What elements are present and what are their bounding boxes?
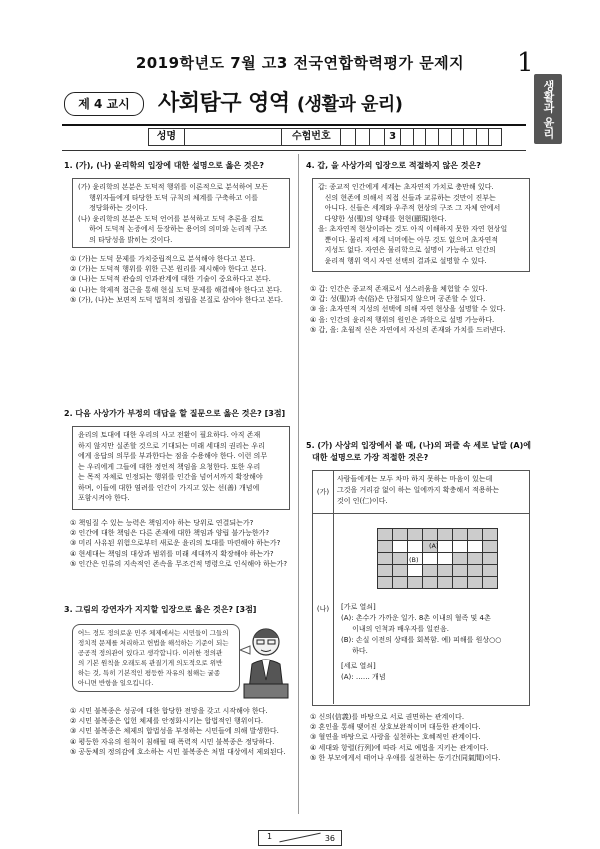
page-number: 1 <box>517 48 534 78</box>
q5-clue-line: 이내의 인척과 배우자를 일컫음. <box>341 625 449 633</box>
q3-speech-bubble <box>72 624 240 692</box>
q2-line: 윤리의 토대에 대한 우리의 사고 전환이 필요하다. 아직 존재 <box>78 431 261 439</box>
id-row <box>148 128 502 146</box>
subject-sub: (생활과 윤리) <box>296 94 403 115</box>
q3-line: 어느 정도 정의로운 민주 체제에서는 시민들이 그들의 <box>78 629 229 637</box>
q4-options <box>310 284 505 335</box>
q4-line: 뿐이다. 물리적 세계 너머에는 아무 것도 없으며 초자연적 <box>318 235 499 244</box>
session-badge: 제 4 교시 <box>64 92 144 116</box>
q1-title: 1. (가), (나) 윤리학의 입장에 대한 설명으로 옳은 것은? <box>64 161 265 170</box>
q5-title-line-1: 5. (가) 사상의 입장에서 볼 때, (나)의 퍼즐 속 세로 낱말 (A)에 <box>306 441 531 450</box>
q4-line: 윤리적 행위 역시 자연 선택의 결과로 설명할 수 있다. <box>318 256 487 265</box>
q4-passage <box>312 178 530 272</box>
q3-option-4[interactable]: ④ 평등한 자유의 원칙이 침해될 때 폭력적 시민 불복종은 정당하다. <box>70 737 275 746</box>
q1-option-1[interactable]: ① (가)는 도덕 문제를 가치중립적으로 분석해야 한다고 본다. <box>70 255 256 263</box>
q3-line: 공공적 정의관이 있다고 생각합니다. 이러한 정의관 <box>78 649 223 657</box>
q5-ga-line: 그것을 거리감 없이 하는 일에까지 확충해서 적용하는 <box>337 486 500 494</box>
q2-options <box>70 518 287 569</box>
q3-title: 3. 그림의 강연자가 지지할 입장으로 옳은 것은? [3점] <box>64 605 257 614</box>
q2-option-1[interactable]: ① 책임질 수 있는 능력은 책임지야 하는 당위로 연결되는가? <box>70 519 254 527</box>
exam-no-digit: 3 <box>385 129 401 145</box>
q1-passage <box>72 178 290 248</box>
q5-title-line-2: 대한 설명으로 가장 적절한 것은? <box>312 453 429 462</box>
q1-line: 의 타당성을 밝히는 것이다. <box>78 235 173 244</box>
exam-title: 2019학년도 7월 고3 전국연합학력평가 문제지 <box>135 54 465 72</box>
crossword-grid <box>377 528 498 589</box>
q1-option-5[interactable]: ⑤ (가), (나)는 보편적 도덕 법칙의 정립을 본질로 삼아야 한다고 본다. <box>70 295 283 304</box>
q5-ga-line: 것이 인(仁)이다. <box>337 497 388 505</box>
q4-line: 을: 초자연적 현상이라는 것도 아직 이해하지 못한 자연 현상일 <box>318 225 508 233</box>
exam-no-cell[interactable] <box>489 129 501 145</box>
q4-line: 갑: 종교적 인간에게 세계는 초자연적 가치로 충만해 있다. <box>318 183 494 191</box>
q5-option-5[interactable]: ⑤ 한 부모에게서 태어나 우애를 실천하는 동기간(同氣間)이다. <box>310 753 501 762</box>
q3-options <box>70 706 286 757</box>
q2-line: 하며, 이들에 대한 염려를 인간이 가지고 있는 선(善) 개념에 <box>78 483 260 492</box>
exam-no-cell[interactable] <box>401 129 414 145</box>
exam-no-cell[interactable] <box>464 129 477 145</box>
q4-option-5[interactable]: ⑤ 갑, 을: 초월적 신은 자연에서 자신의 존재와 가치를 드러낸다. <box>310 325 506 334</box>
q5-na-label: (나) <box>313 514 334 704</box>
q2-title: 2. 다음 사상가가 부정의 대답을 할 질문으로 옳은 것은? [3점] <box>64 409 286 418</box>
q4-line: 지성도 없다. 자연은 물리학으로 설명이 가능하고 인간의 <box>318 246 496 254</box>
footer-page: 1 <box>267 832 273 841</box>
q5-na-box <box>312 514 530 706</box>
footer-total: 36 <box>324 834 335 843</box>
q5-option-2[interactable]: ② 혼인을 통해 맺어진 상호보완적이며 대등한 관계이다. <box>310 723 481 732</box>
q2-line: 에게 응답의 의무를 부과한다는 점을 수용해야 한다. 이런 의무 <box>78 452 268 460</box>
exam-no-cell[interactable] <box>356 129 371 145</box>
q1-option-4[interactable]: ④ (나)는 학제적 접근을 통해 현실 도덕 문제를 해결해야 한다고 본다. <box>70 285 283 294</box>
header-rule-thin <box>62 150 526 151</box>
q5-options <box>310 712 500 763</box>
q5-ga-text <box>337 474 499 507</box>
q3-line: 아니면 반항을 일으킵니다. <box>78 679 154 687</box>
subject-main: 사회탐구 영역 <box>158 91 290 116</box>
q3-option-1[interactable]: ① 시민 불복종은 성공에 대한 합당한 전망을 갖고 시작해야 한다. <box>70 707 268 715</box>
q5-ga-label: (가) <box>313 471 334 513</box>
q2-option-5[interactable]: ⑤ 인간은 인류의 지속적인 존속을 무조건적 명령으로 인식해야 하는가? <box>70 559 288 568</box>
q1-option-3[interactable]: ③ (나)는 도덕적 관습의 인과관계에 대한 기술이 중요하다고 본다. <box>70 275 271 284</box>
exam-no-cell[interactable] <box>370 129 385 145</box>
q5-ga-box <box>312 470 530 514</box>
q2-option-3[interactable]: ③ 미리 사유된 위험으로부터 새로운 윤리의 토대를 마련해야 하는가? <box>70 539 281 548</box>
q3-line: 의 기본 원칙을 오래도록 관질기게 의도적으로 위반 <box>78 659 223 667</box>
q4-option-3[interactable]: ③ 을: 초자연적 지성의 선택에 의해 자연 현상을 설명할 수 있다. <box>310 305 506 314</box>
column-separator <box>298 154 299 814</box>
q3-line: 정치적 문제를 처리하고 헌법을 해석하는 기준이 되는 <box>78 639 229 647</box>
q2-line: 포함시켜야 한다. <box>78 494 130 502</box>
exam-no-cell[interactable] <box>452 129 465 145</box>
q3-option-3[interactable]: ③ 시민 불복종은 체제의 합법성을 부정하는 시민들에 의해 발생한다. <box>70 727 279 736</box>
exam-no-cell[interactable] <box>426 129 439 145</box>
q2-passage <box>72 426 290 510</box>
q4-line: 다양한 성(聖)의 양태를 현현(顯現)한다. <box>318 214 447 223</box>
exam-no-cell[interactable] <box>414 129 427 145</box>
q2-line: 하지 않지만 실존할 것으로 기대되는 미래 세대의 권리는 우리 <box>78 441 265 450</box>
q5-clue-line: [가로 열쇠] <box>341 603 376 611</box>
side-tab: 생활과 윤리 <box>534 74 562 144</box>
exam-no-label: 수험번호 <box>282 129 341 145</box>
q5-clue-line: (A): …… 개념 <box>341 673 386 681</box>
crossword-cell-a: (A) <box>429 542 439 550</box>
q5-option-3[interactable]: ③ 혈연을 바탕으로 사랑을 실천하는 호혜적인 관계이다. <box>310 733 481 742</box>
q1-line: 행위자들에게 타당한 도덕 규칙의 체계를 구축하고 이를 <box>78 193 259 202</box>
q1-options <box>70 254 283 305</box>
q1-line: 하여 도덕적 논증에서 등장하는 용어의 의미와 논리적 구조 <box>78 225 267 233</box>
q3-line: 하는 것, 특히 기본적인 평등한 자유의 침해는 굴종 <box>78 669 221 677</box>
q1-line: 정당화하는 것이다. <box>78 204 148 212</box>
name-field[interactable] <box>185 129 283 145</box>
q4-option-4[interactable]: ④ 을: 인간의 윤리적 행위의 원인은 과학으로 설명 가능하다. <box>310 315 495 324</box>
q1-option-2[interactable]: ② (가)는 도덕적 행위를 위한 근본 원리를 제시해야 한다고 본다. <box>70 265 267 274</box>
name-label: 성명 <box>149 129 185 145</box>
q5-option-4[interactable]: ④ 세대와 항렬(行列)에 따라 서로 예법을 지키는 관계이다. <box>310 743 489 752</box>
q2-line: 는 목적 자체로 인정되는 행위를 인간을 넘어서까지 확장해야 <box>78 473 263 481</box>
q1-line: (나) 윤리학의 본분은 도덕 언어를 분석하고 도덕 추론을 검토 <box>78 214 264 223</box>
q4-option-2[interactable]: ② 갑: 성(聖)과 속(俗)은 단절되지 않으며 공존할 수 있다. <box>310 295 486 304</box>
header-rule <box>62 124 526 126</box>
footer-divider <box>279 833 320 843</box>
exam-no-cell[interactable] <box>341 129 356 145</box>
crossword-cell-b: (B) <box>409 556 419 564</box>
lecturer-illustration <box>240 620 292 700</box>
exam-no-cell[interactable] <box>477 129 490 145</box>
q3-option-5[interactable]: ⑤ 공동체의 정의감에 호소하는 시민 불복종은 처벌 대상에서 제외된다. <box>70 747 286 756</box>
q4-line: 신의 현존에 의해서 직접 신들과 교류하는 것만이 진부는 <box>318 193 496 202</box>
q4-line: 아니다. 신들은 세계와 우주적 현상의 구조 그 자체 안에서 <box>318 204 501 212</box>
q4-option-1[interactable]: ① 갑: 인간은 종교적 존재로서 성스러움을 체험할 수 있다. <box>310 285 488 293</box>
q5-ga-line: 사람들에게는 모두 차마 하지 못하는 마음이 있는데 <box>337 475 493 483</box>
page-footer <box>258 830 342 846</box>
q5-clue-line: (A): 촌수가 가까운 일가. 8촌 이내의 혈족 및 4촌 <box>341 614 491 622</box>
q5-clue-line: [세로 열쇠] <box>341 662 376 670</box>
q2-option-4[interactable]: ④ 현세대는 책임의 대상과 범위를 미래 세대까지 확장해야 하는가? <box>70 549 274 558</box>
subject-title <box>158 86 403 117</box>
q5-clue-line: (B): 손실 이전의 상태를 회복함. 예) 피해를 원상○○ <box>341 636 502 644</box>
q3-option-2[interactable]: ② 시민 불복종은 입헌 체제를 안정화시키는 합법적인 행위이다. <box>70 717 264 726</box>
q2-option-2[interactable]: ② 인간에 대한 책임은 다른 존재에 대한 책임과 양립 불가능한가? <box>70 529 270 538</box>
q5-clues <box>341 602 501 683</box>
exam-no-cell[interactable] <box>439 129 452 145</box>
q1-line: (가) 윤리학의 본분은 도덕적 행위를 이론적으로 분석하여 모든 <box>78 183 269 191</box>
q4-title: 4. 갑, 을 사상가의 입장으로 적절하지 않은 것은? <box>306 161 481 170</box>
q2-line: 는 우리에게 그들에 대한 정언적 책임을 요청한다. 또한 우리 <box>78 462 261 471</box>
q5-clue-line: 하다. <box>341 647 368 655</box>
q5-option-1[interactable]: ① 신의(信義)를 바탕으로 서로 권면하는 관계이다. <box>310 713 465 721</box>
